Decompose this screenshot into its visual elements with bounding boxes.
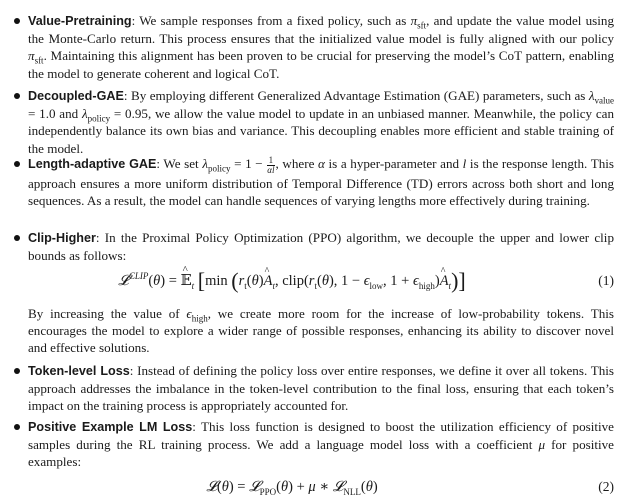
math-epsilon-high: $\epsilon_{high}$ [186,306,208,324]
bullet-item-decoupled-gae [14,87,614,157]
bullet-heading: Decoupled-GAE [28,89,124,103]
equation-1-body: 𝓛$^{CLIP}$(θ) = ^ 𝔼$_t$ [min ($r_t(\theta)\^{}$ $A_t$, $clip(r_t(\theta)$, $1 - \epsilon_{low}$, $1 + \epsilon_{high})\^{}$ $A_t$)] [0,266,584,296]
equation-number: (2) [598,479,614,494]
bullet-text: is the response length. This approach ensures a more uniform distribution of Temporal Difference (TD) errors across both short and long sequences. As a result, the model can handle sequences of varying lengths more effectively during training. [28,156,614,208]
bullet-dot [14,368,20,374]
bullet-body [28,418,614,471]
bullet-body [28,229,614,264]
bullet-text: for positive examples: [28,437,614,470]
bullet-text: is a hyper-parameter and [324,156,463,171]
bullet-body [28,87,614,157]
bullet-dot [14,161,20,167]
bullet-item-token-level-loss [14,362,614,415]
bullet-text: , we allow the value model to update in an unbiased manner. Meanwhile, the policy can independently balance its own bias and variance. This decoupling enables more efficient and stable training of the model. [28,106,615,156]
math-lambda-policy-formula: $\lambda_{policy} = 1$ − $\frac{1}{\alpha l}$ [202,154,275,175]
bullet-item-positive-example-lm-loss [14,418,614,471]
bullet-dot [14,93,20,99]
bullet-heading: Clip-Higher [28,231,96,245]
math-mu: μ [538,437,546,453]
bullet-heading: Token-level Loss [28,364,130,378]
bullet-text: and [55,106,82,122]
math-alpha: α [318,156,325,171]
bullet-text: : This loss function is designed to boost the utilization efficiency of positive samples during the RL training process. We add a language model loss with a coefficient [28,419,614,453]
math-lambda-value: $\lambda_{value} = 1.0$ [28,88,614,122]
math-pi-sft: $\pi_{sft}$ [410,13,427,31]
bullet-item-length-adaptive-gae [14,155,614,209]
bullet-text: : We set [156,156,203,171]
clip-higher-explanation [28,305,614,357]
bullet-text: : Instead of defining the policy loss over entire responses, we define it over all tokens. This approach addresses the imbalance in the token-level contribution to the final loss, ensuring that each token’s impact on the training process is appropriately accounted for. [28,363,614,414]
bullet-text: : In the Proximal Policy Optimization (PPO) algorithm, we decouple the upper and lower clip bounds as follows: [28,230,614,264]
math-pi-sft: $\pi_{sft}$ [28,48,44,67]
bullet-dot [14,235,20,241]
bullet-text: . Maintaining this alignment has been proven to be crucial for preserving the model’s CoT pattern, enabling the model to generate coherent and logical CoT. [28,48,614,81]
bullet-text: : We sample responses from a fixed policy, such as [131,13,411,28]
bullet-text: : By employing different Generalized Advantage Estimation (GAE) parameters, such as [123,88,589,103]
bullet-text: , and update the value model using the Monte-Carlo return. This process ensures that the initialized value model is fully aligned with our policy [28,13,614,47]
bullet-body [28,362,614,415]
bullet-item-clip-higher [14,229,614,264]
bullet-text: , where [275,156,319,171]
paragraph-text: , we create more room for the increase of low-probability tokens. This encourages the model to explore a wider range of possible responses, enhancing its ability to discover novel and effective solutions. [28,306,615,356]
paragraph-text: By increasing the value of [28,306,187,321]
equation-number: (1) [598,273,614,288]
bullet-body [28,12,614,82]
equation-1 [0,266,614,296]
bullet-dot [14,18,20,24]
math-l: l [462,156,467,171]
math-lambda-policy: $\lambda_{policy} = 0.95$ [81,106,148,124]
bullet-heading: Value-Pretraining [28,14,132,28]
bullet-item-value-pretraining [14,12,614,82]
equation-2 [0,472,614,502]
bullet-dot [14,424,20,430]
bullet-heading: Length-adaptive GAE [28,157,157,171]
bullet-body [28,155,614,209]
bullet-heading: Positive Example LM Loss [28,420,193,434]
equation-2-body: 𝓛(θ) = 𝓛$_{PPO}$(θ) + μ ∗ 𝓛$_{NLL}$(θ) [206,479,378,497]
